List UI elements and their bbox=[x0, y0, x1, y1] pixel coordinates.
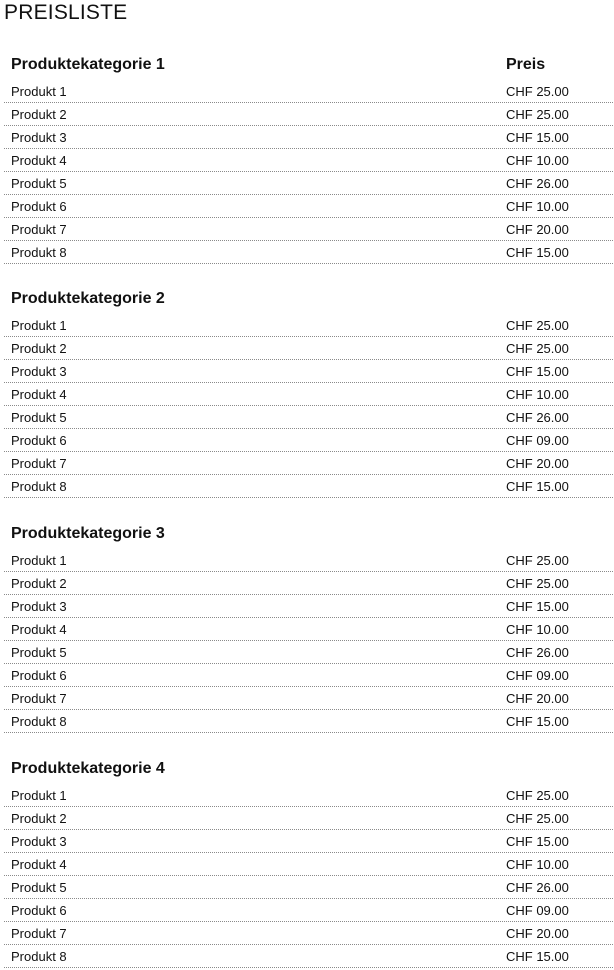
product-price: CHF 25.00 bbox=[506, 576, 569, 591]
product-name: Produkt 3 bbox=[11, 364, 67, 379]
table-row bbox=[4, 80, 613, 103]
table-row bbox=[4, 452, 613, 475]
product-name: Produkt 2 bbox=[11, 811, 67, 826]
table-row bbox=[4, 922, 613, 945]
product-price: CHF 25.00 bbox=[506, 341, 569, 356]
product-name: Produkt 2 bbox=[11, 576, 67, 591]
product-price: CHF 20.00 bbox=[506, 456, 569, 471]
product-name: Produkt 1 bbox=[11, 788, 67, 803]
table-row bbox=[4, 618, 613, 641]
table-row bbox=[4, 314, 613, 337]
product-name: Produkt 5 bbox=[11, 176, 67, 191]
product-name: Produkt 5 bbox=[11, 880, 67, 895]
product-name: Produkt 5 bbox=[11, 645, 67, 660]
product-name: Produkt 8 bbox=[11, 714, 67, 729]
table-row bbox=[4, 360, 613, 383]
product-price: CHF 10.00 bbox=[506, 857, 569, 872]
table-row bbox=[4, 664, 613, 687]
table-row bbox=[4, 784, 613, 807]
table-row bbox=[4, 899, 613, 922]
table-row bbox=[4, 641, 613, 664]
table-row bbox=[4, 126, 613, 149]
product-price: CHF 15.00 bbox=[506, 834, 569, 849]
product-name: Produkt 4 bbox=[11, 153, 67, 168]
table-row bbox=[4, 572, 613, 595]
product-price: CHF 15.00 bbox=[506, 130, 569, 145]
product-name: Produkt 7 bbox=[11, 456, 67, 471]
category-header bbox=[4, 46, 613, 80]
product-price: CHF 15.00 bbox=[506, 479, 569, 494]
category-header bbox=[4, 515, 613, 549]
product-name: Produkt 4 bbox=[11, 622, 67, 637]
product-name: Produkt 2 bbox=[11, 107, 67, 122]
table-row bbox=[4, 853, 613, 876]
table-row bbox=[4, 945, 613, 968]
category-2 bbox=[4, 280, 613, 498]
product-price: CHF 15.00 bbox=[506, 364, 569, 379]
product-price: CHF 25.00 bbox=[506, 788, 569, 803]
product-name: Produkt 4 bbox=[11, 857, 67, 872]
product-name: Produkt 4 bbox=[11, 387, 67, 402]
product-name: Produkt 2 bbox=[11, 341, 67, 356]
product-name: Produkt 1 bbox=[11, 318, 67, 333]
product-name: Produkt 1 bbox=[11, 553, 67, 568]
product-price: CHF 10.00 bbox=[506, 153, 569, 168]
product-price: CHF 20.00 bbox=[506, 926, 569, 941]
product-price: CHF 15.00 bbox=[506, 714, 569, 729]
product-price: CHF 26.00 bbox=[506, 410, 569, 425]
product-price: CHF 10.00 bbox=[506, 387, 569, 402]
table-row bbox=[4, 830, 613, 853]
category-title: Produktekategorie 4 bbox=[11, 760, 165, 777]
product-price: CHF 25.00 bbox=[506, 107, 569, 122]
table-row bbox=[4, 337, 613, 360]
table-row bbox=[4, 807, 613, 830]
category-title: Produktekategorie 3 bbox=[11, 525, 165, 542]
product-name: Produkt 7 bbox=[11, 926, 67, 941]
product-name: Produkt 6 bbox=[11, 903, 67, 918]
product-price: CHF 25.00 bbox=[506, 318, 569, 333]
product-price: CHF 10.00 bbox=[506, 199, 569, 214]
category-header bbox=[4, 750, 613, 784]
product-name: Produkt 1 bbox=[11, 84, 67, 99]
table-row bbox=[4, 195, 613, 218]
product-name: Produkt 3 bbox=[11, 130, 67, 145]
product-name: Produkt 8 bbox=[11, 479, 67, 494]
price-column-header: Preis bbox=[506, 56, 546, 73]
table-row bbox=[4, 876, 613, 899]
product-price: CHF 26.00 bbox=[506, 880, 569, 895]
product-price: CHF 09.00 bbox=[506, 903, 569, 918]
category-title: Produktekategorie 2 bbox=[11, 290, 165, 307]
table-row bbox=[4, 429, 613, 452]
table-row bbox=[4, 172, 613, 195]
product-name: Produkt 7 bbox=[11, 691, 67, 706]
product-price: CHF 25.00 bbox=[506, 811, 569, 826]
table-row bbox=[4, 406, 613, 429]
table-row bbox=[4, 383, 613, 406]
product-name: Produkt 7 bbox=[11, 222, 67, 237]
product-price: CHF 10.00 bbox=[506, 622, 569, 637]
product-name: Produkt 6 bbox=[11, 668, 67, 683]
product-name: Produkt 6 bbox=[11, 433, 67, 448]
product-name: Produkt 8 bbox=[11, 949, 67, 964]
category-title: Produktekategorie 1 bbox=[11, 56, 165, 73]
table-row bbox=[4, 218, 613, 241]
product-price: CHF 20.00 bbox=[506, 222, 569, 237]
category-3 bbox=[4, 515, 613, 733]
product-name: Produkt 8 bbox=[11, 245, 67, 260]
table-row bbox=[4, 475, 613, 498]
product-price: CHF 26.00 bbox=[506, 176, 569, 191]
category-1 bbox=[4, 46, 613, 264]
product-price: CHF 15.00 bbox=[506, 949, 569, 964]
table-row bbox=[4, 149, 613, 172]
product-name: Produkt 5 bbox=[11, 410, 67, 425]
product-price: CHF 09.00 bbox=[506, 433, 569, 448]
product-name: Produkt 3 bbox=[11, 834, 67, 849]
table-row bbox=[4, 549, 613, 572]
product-name: Produkt 6 bbox=[11, 199, 67, 214]
product-price: CHF 15.00 bbox=[506, 599, 569, 614]
category-header bbox=[4, 280, 613, 314]
table-row bbox=[4, 595, 613, 618]
product-name: Produkt 3 bbox=[11, 599, 67, 614]
page-title: PREISLISTE bbox=[4, 1, 128, 24]
product-price: CHF 20.00 bbox=[506, 691, 569, 706]
category-4 bbox=[4, 750, 613, 968]
product-price: CHF 25.00 bbox=[506, 553, 569, 568]
product-price: CHF 26.00 bbox=[506, 645, 569, 660]
table-row bbox=[4, 103, 613, 126]
table-row bbox=[4, 687, 613, 710]
product-price: CHF 25.00 bbox=[506, 84, 569, 99]
product-price: CHF 09.00 bbox=[506, 668, 569, 683]
table-row bbox=[4, 710, 613, 733]
table-row bbox=[4, 241, 613, 264]
product-price: CHF 15.00 bbox=[506, 245, 569, 260]
